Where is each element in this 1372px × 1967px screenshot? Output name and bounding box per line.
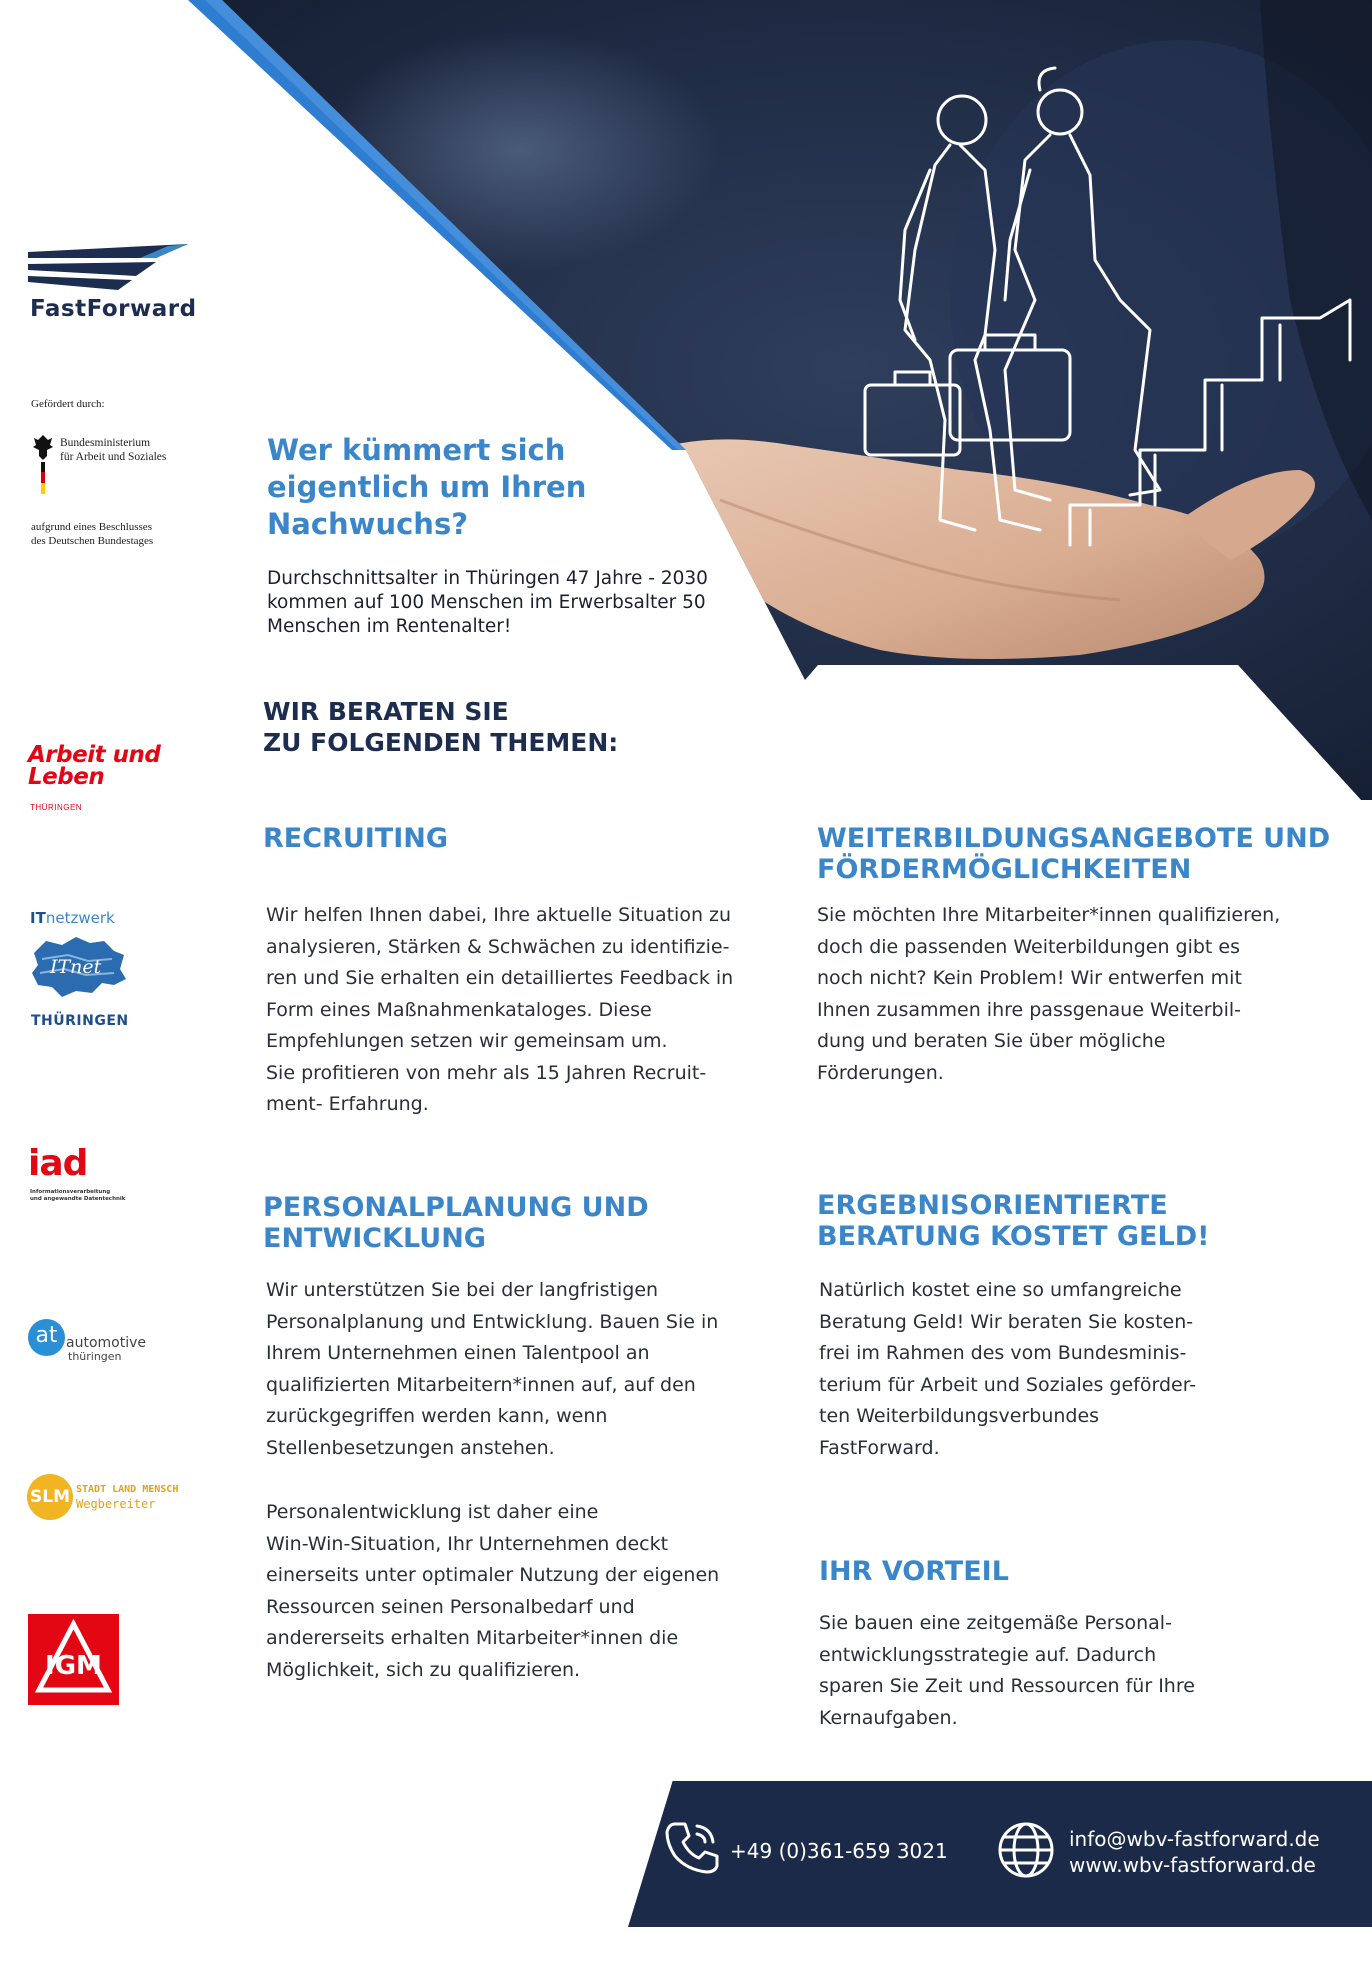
- personalplanung-text: Wir unterstützen Sie bei der langfristigen Personalplanung und Entwicklung. Bauen Sie in Ihrem Unternehmen einen Talentpool an qualifizierten Mitarbeitern*innen auf, auf den zurückgegriffen werden kann, wenn Stellenbesetzungen anstehen.: [266, 1279, 719, 1459]
- ergebnis-heading-line-2: BERATUNG KOSTET GELD!: [817, 1221, 1210, 1252]
- at-automotive-line-1: automotive: [66, 1335, 146, 1351]
- weiterbildung-text: Sie möchten Ihre Mitarbeiter*innen qualifizieren, doch die passenden Weiterbildungen gibt es noch nicht? Kein Problem! Wir entwerfen mit Ihnen zusammen ihre passgenaue Weiterbil- dung und beraten Sie über mögliche Förderungen.: [817, 904, 1281, 1084]
- itnetzwerk-prefix: IT: [30, 909, 46, 927]
- weiterbildung-heading-line-2: FÖRDERMÖGLICHKEITEN: [817, 854, 1192, 885]
- slm-line-2: Wegbereiter: [76, 1497, 156, 1511]
- thuringia-map-icon: [28, 933, 128, 999]
- ministry-line-1: Bundesministerium: [60, 437, 151, 449]
- itnetzwerk-suffix: netzwerk: [45, 909, 115, 927]
- website-link[interactable]: www.wbv-fastforward.de: [1069, 1853, 1316, 1877]
- ergebnis-heading: [817, 1190, 1209, 1252]
- themes-heading-line-2: ZU FOLGENDEN THEMEN:: [263, 728, 619, 757]
- email-link[interactable]: info@wbv-fastforward.de: [1069, 1827, 1320, 1851]
- globe-icon: [996, 1820, 1056, 1880]
- itnetzwerk-logo: [30, 909, 115, 927]
- phone-icon[interactable]: [663, 1818, 721, 1876]
- iad-line-2: und angewandte Datentechnik: [30, 1196, 126, 1202]
- brand-name: FastForward: [30, 296, 197, 322]
- arbeit-und-leben-line-1: Arbeit und: [28, 742, 161, 768]
- weiterbildung-heading-line-1: WEITERBILDUNGSANGEBOTE UND: [817, 823, 1331, 854]
- phone-link[interactable]: +49 (0)361-659 3021: [730, 1839, 948, 1863]
- arbeit-und-leben-logo: [28, 744, 160, 788]
- iad-logo: iad: [28, 1143, 88, 1184]
- themes-heading-line-1: WIR BERATEN SIE: [263, 697, 509, 726]
- personalplanung-heading: [263, 1192, 649, 1254]
- recruiting-heading: RECRUITING: [263, 823, 449, 854]
- resolution-line-1: aufgrund eines Beschlusses: [31, 521, 152, 533]
- themes-heading: [263, 696, 618, 758]
- personalplanung-heading-line-1: PERSONALPLANUNG UND: [263, 1192, 649, 1223]
- slm-line-1: STADT LAND MENSCH: [76, 1484, 179, 1495]
- hero-image: [0, 0, 1372, 800]
- personalplanung-text-2: Personalentwicklung ist daher eine Win-Win-Situation, Ihr Unternehmen deckt einerseits unter optimaler Nutzung der eigenen Ressourcen seinen Personalbedarf und andererseits erhalten Mitarbeiter*innen die Möglichkeit, sich zu qualifizieren.: [266, 1501, 720, 1681]
- vorteil-heading: IHR VORTEIL: [819, 1556, 1009, 1587]
- weiterbildung-heading: [817, 823, 1330, 885]
- resolution-line-2: des Deutschen Bundestages: [31, 535, 154, 547]
- ig-metall-logo-icon: [28, 1614, 119, 1705]
- itnetzwerk-sub: THÜRINGEN: [31, 1013, 129, 1029]
- at-automotive-line-2: thüringen: [68, 1350, 122, 1363]
- arbeit-und-leben-sub: THÜRINGEN: [30, 803, 83, 812]
- at-automotive-logo: at: [28, 1319, 65, 1356]
- fastforward-logo-icon: [28, 244, 193, 292]
- igm-mark: IGM: [45, 1651, 102, 1681]
- intro-text: Durchschnittsalter in Thüringen 47 Jahre - 2030 kommen auf 100 Menschen im Erwerbsalter 50 Menschen im Rentenalter!: [267, 568, 708, 637]
- federal-eagle-icon: [32, 432, 54, 496]
- ergebnis-heading-line-1: ERGEBNISORIENTIERTE: [817, 1190, 1168, 1221]
- recruiting-text: Wir helfen Ihnen dabei, Ihre aktuelle Situation zu analysieren, Stärken & Schwächen zu identifizie- ren und Sie erhalten ein detailliertes Feedback in Form eines Maßnahmenkataloges. Diese Empfehlungen setzen wir gemeinsam um. Sie profitieren von mehr als 15 Jahren Recruit- ment- Erfahrung.: [266, 904, 734, 1115]
- ministry-line-2: für Arbeit und Soziales: [60, 451, 167, 463]
- vorteil-text: Sie bauen eine zeitgemäße Personal- entwicklungsstrategie auf. Dadurch sparen Sie Zeit und Ressourcen für Ihre Kernaufgaben.: [819, 1612, 1195, 1729]
- personalplanung-heading-line-2: ENTWICKLUNG: [263, 1223, 486, 1254]
- itnet-map-label: ITnet: [50, 956, 102, 978]
- funding-label: Gefördert durch:: [31, 398, 105, 410]
- stadt-land-mensch-logo: SLM: [27, 1474, 73, 1520]
- arbeit-und-leben-line-2: Leben: [28, 764, 105, 790]
- iad-line-1: Informationsverarbeitung: [30, 1189, 111, 1195]
- intro-heading: Wer kümmert sich eigentlich um Ihren Nachwuchs?: [267, 433, 587, 541]
- ergebnis-text: Natürlich kostet eine so umfangreiche Beratung Geld! Wir beraten Sie kosten- frei im Rahmen des vom Bundesminis- terium für Arbeit und Soziales geförder- ten Weiterbildungsverbundes FastForward.: [819, 1279, 1197, 1459]
